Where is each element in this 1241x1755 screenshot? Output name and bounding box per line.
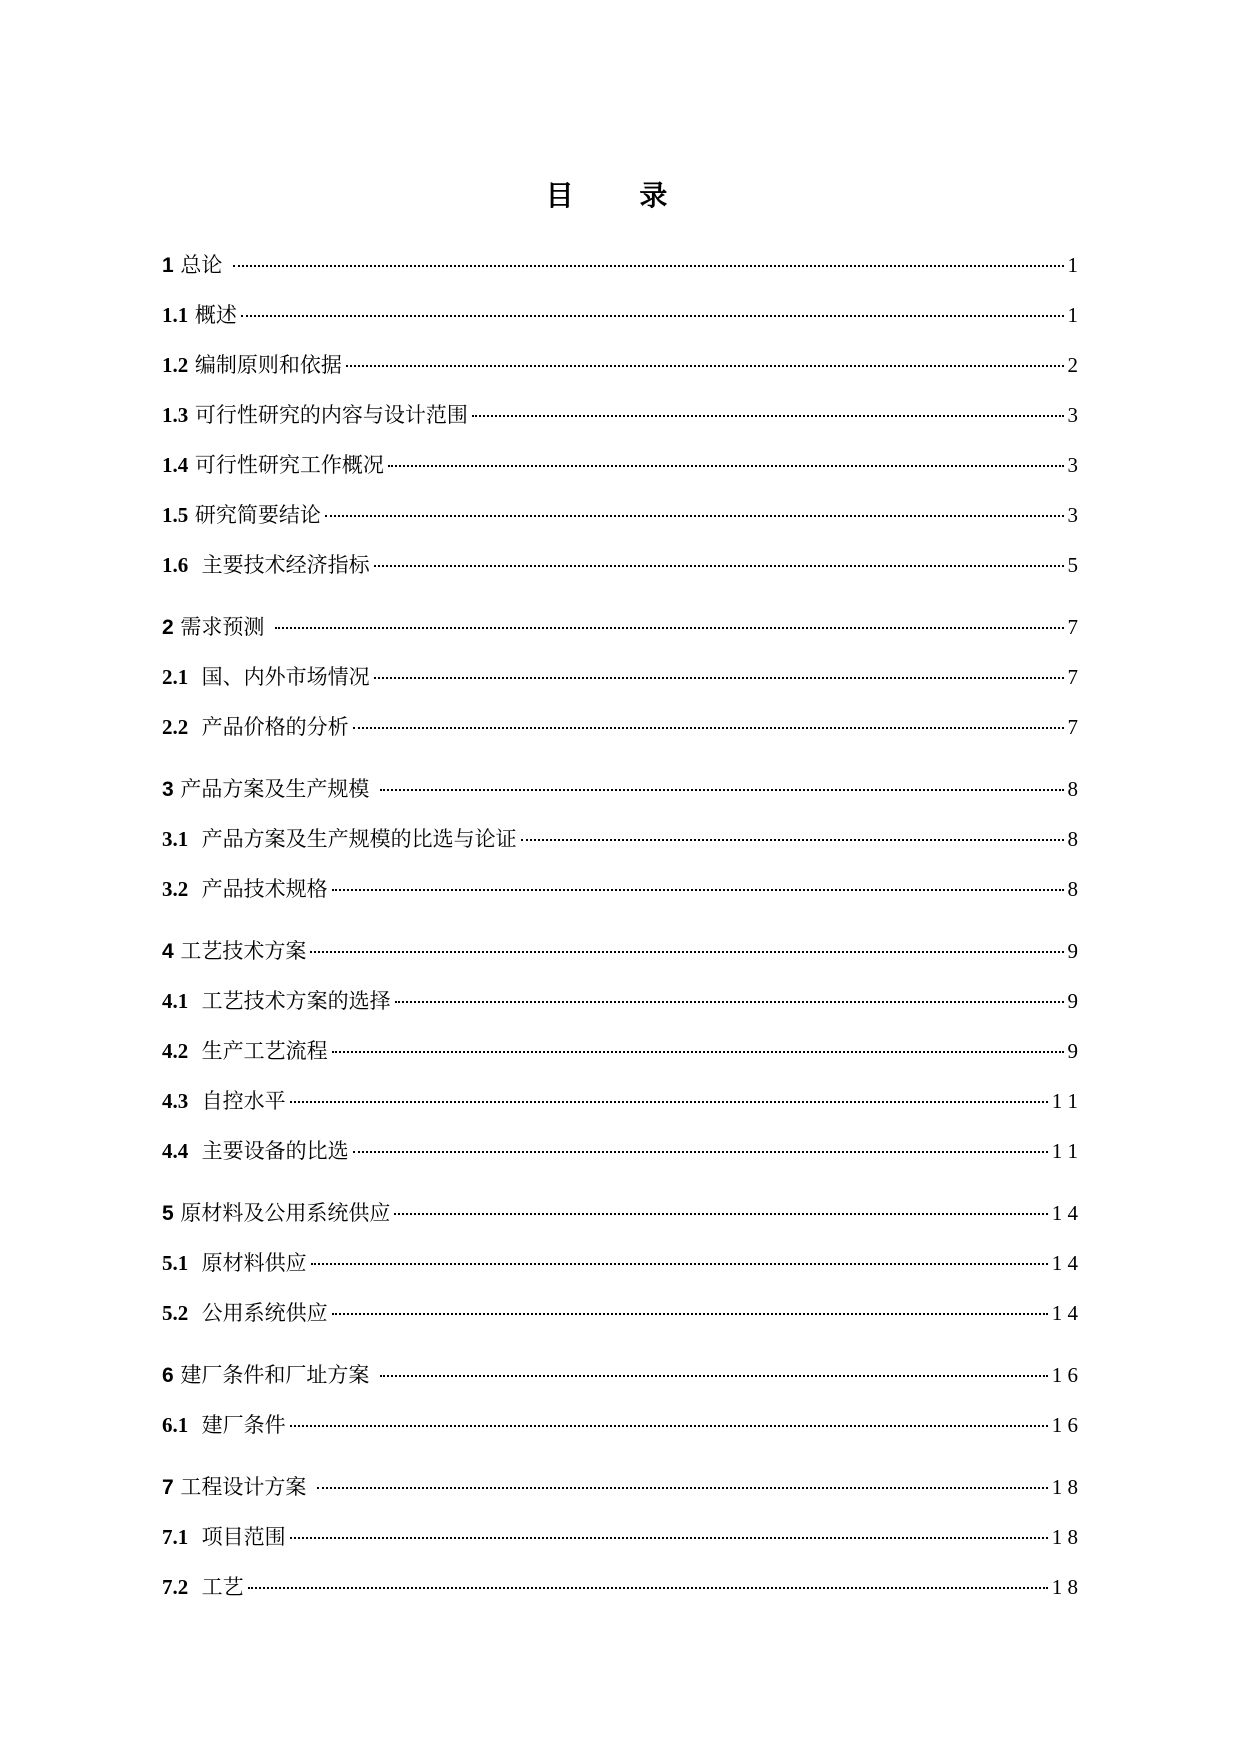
toc-entry-label <box>162 1360 376 1391</box>
toc-entry-title: 自控水平 <box>188 1089 286 1113</box>
toc-entry-title: 编制原则和依据 <box>188 353 342 377</box>
toc-dot-leader <box>290 1537 1048 1539</box>
toc-page-number: 1 4 <box>1051 1301 1078 1325</box>
toc-entry-label <box>162 300 237 330</box>
toc-dot-leader <box>325 515 1064 517</box>
toc-entry-title: 项目范围 <box>188 1525 286 1549</box>
toc-page-number: 1 8 <box>1051 1525 1078 1549</box>
toc-entry-label <box>162 824 517 854</box>
toc-dot-leader <box>353 1151 1048 1153</box>
toc-entry-label <box>162 1036 328 1066</box>
toc-entry-number: 1.2 <box>162 353 189 377</box>
toc-dot-leader <box>346 365 1064 367</box>
toc-dot-leader <box>374 565 1064 567</box>
toc-section-entry[interactable] <box>162 986 1078 1036</box>
toc-entry-title: 工艺技术方案的选择 <box>188 989 391 1013</box>
toc-chapter-entry[interactable] <box>162 250 1078 300</box>
toc-section-entry[interactable] <box>162 824 1078 874</box>
toc-dot-leader <box>472 415 1064 417</box>
toc-entry-number: 5.1 <box>162 1251 189 1275</box>
toc-page-number: 9 <box>1067 989 1078 1013</box>
toc-entry-label <box>162 1522 286 1552</box>
toc-entry-label <box>162 662 370 692</box>
toc-entry-number: 2.2 <box>162 715 189 739</box>
toc-page-number: 8 <box>1067 777 1078 801</box>
toc-entry-title: 需求预测 <box>173 615 272 639</box>
toc-entry-number: 3 <box>162 778 174 801</box>
toc-section-entry[interactable] <box>162 1572 1078 1622</box>
toc-section-entry[interactable] <box>162 1410 1078 1460</box>
toc-dot-leader <box>311 1263 1048 1265</box>
toc-page-number: 1 1 <box>1051 1089 1078 1113</box>
toc-dot-leader <box>317 1487 1048 1489</box>
toc-entry-title: 主要技术经济指标 <box>188 553 370 577</box>
toc-entry-title: 概述 <box>188 303 237 327</box>
toc-dot-leader <box>380 1375 1048 1377</box>
toc-entry-number: 2.1 <box>162 665 189 689</box>
toc-dot-leader <box>290 1425 1048 1427</box>
toc-dot-leader <box>332 1051 1064 1053</box>
toc-entry-number: 4.4 <box>162 1139 189 1163</box>
toc-entry-number: 7.2 <box>162 1575 189 1599</box>
toc-entry-label <box>162 450 384 480</box>
toc-page-number: 9 <box>1067 939 1078 963</box>
toc-dot-leader <box>310 951 1063 953</box>
toc-page-number: 1 4 <box>1051 1251 1078 1275</box>
toc-page-number: 7 <box>1067 715 1078 739</box>
toc-entry-number: 1.4 <box>162 453 189 477</box>
toc-dot-leader <box>248 1587 1048 1589</box>
toc-entry-title: 可行性研究工作概况 <box>188 453 384 477</box>
toc-section-entry[interactable] <box>162 350 1078 400</box>
table-of-contents <box>162 250 1078 1622</box>
page-title: 目 录 <box>545 179 696 212</box>
toc-entry-label <box>162 1572 244 1602</box>
toc-entry-title: 研究简要结论 <box>188 503 321 527</box>
toc-page-number: 1 6 <box>1051 1363 1078 1387</box>
toc-section-entry[interactable] <box>162 300 1078 350</box>
toc-entry-label <box>162 712 349 742</box>
toc-page-number: 1 1 <box>1051 1139 1078 1163</box>
toc-page-number: 8 <box>1067 827 1078 851</box>
toc-entry-label <box>162 250 229 281</box>
toc-entry-title: 建厂条件 <box>188 1413 286 1437</box>
toc-entry-number: 4.3 <box>162 1089 189 1113</box>
toc-dot-leader <box>290 1101 1048 1103</box>
toc-dot-leader <box>380 789 1063 791</box>
toc-page-number: 3 <box>1067 453 1078 477</box>
toc-entry-label <box>162 1136 349 1166</box>
toc-entry-number: 1 <box>162 254 174 277</box>
toc-section-entry[interactable] <box>162 550 1078 600</box>
toc-entry-title: 产品方案及生产规模的比选与论证 <box>188 827 517 851</box>
toc-section-entry[interactable] <box>162 874 1078 924</box>
toc-entry-label <box>162 550 370 580</box>
toc-entry-label <box>162 1248 307 1278</box>
toc-entry-number: 1.6 <box>162 553 189 577</box>
toc-section-entry[interactable] <box>162 712 1078 762</box>
toc-page-number: 1 6 <box>1051 1413 1078 1437</box>
toc-dot-leader <box>395 1001 1064 1003</box>
toc-dot-leader <box>374 677 1064 679</box>
toc-section-entry[interactable] <box>162 1522 1078 1572</box>
toc-dot-leader <box>388 465 1064 467</box>
toc-entry-label <box>162 612 271 643</box>
toc-entry-title: 产品价格的分析 <box>188 715 349 739</box>
toc-entry-title: 建厂条件和厂址方案 <box>173 1363 377 1387</box>
toc-entry-number: 7 <box>162 1476 174 1499</box>
toc-chapter-entry[interactable] <box>162 774 1078 824</box>
toc-entry-label <box>162 774 376 805</box>
toc-entry-label <box>162 1410 286 1440</box>
toc-dot-leader <box>394 1213 1047 1215</box>
toc-section-entry[interactable] <box>162 400 1078 450</box>
toc-entry-number: 6 <box>162 1364 174 1387</box>
toc-entry-number: 5.2 <box>162 1301 189 1325</box>
toc-section-entry[interactable] <box>162 1298 1078 1348</box>
toc-entry-title: 生产工艺流程 <box>188 1039 328 1063</box>
toc-entry-number: 4 <box>162 940 174 963</box>
toc-entry-number: 4.2 <box>162 1039 189 1063</box>
toc-entry-label <box>162 986 391 1016</box>
toc-entry-title: 工艺技术方案 <box>173 939 307 963</box>
toc-entry-label <box>162 500 321 530</box>
toc-dot-leader <box>275 627 1063 629</box>
toc-page-number: 2 <box>1067 353 1078 377</box>
toc-entry-number: 7.1 <box>162 1525 189 1549</box>
toc-entry-label <box>162 936 306 967</box>
toc-page-number: 7 <box>1067 615 1078 639</box>
toc-entry-title: 产品方案及生产规模 <box>173 777 377 801</box>
toc-entry-number: 1.5 <box>162 503 189 527</box>
toc-entry-label <box>162 1298 328 1328</box>
toc-page-number: 1 4 <box>1051 1201 1078 1225</box>
toc-section-entry[interactable] <box>162 1248 1078 1298</box>
toc-page-number: 1 <box>1067 253 1078 277</box>
toc-page-number: 8 <box>1067 877 1078 901</box>
toc-entry-title: 产品技术规格 <box>188 877 328 901</box>
toc-page-number: 9 <box>1067 1039 1078 1063</box>
toc-entry-title: 原材料及公用系统供应 <box>173 1201 391 1225</box>
toc-entry-label <box>162 1198 390 1229</box>
toc-entry-number: 3.1 <box>162 827 189 851</box>
toc-dot-leader <box>332 889 1064 891</box>
toc-section-entry[interactable] <box>162 500 1078 550</box>
toc-entry-number: 1.1 <box>162 303 189 327</box>
toc-entry-number: 6.1 <box>162 1413 189 1437</box>
toc-page-number: 7 <box>1067 665 1078 689</box>
toc-entry-title: 工程设计方案 <box>173 1475 314 1499</box>
toc-entry-number: 3.2 <box>162 877 189 901</box>
toc-entry-number: 1.3 <box>162 403 189 427</box>
toc-chapter-entry[interactable] <box>162 1198 1078 1248</box>
toc-entry-label <box>162 874 328 904</box>
toc-entry-label <box>162 400 468 430</box>
toc-dot-leader <box>241 315 1064 317</box>
toc-page-number: 3 <box>1067 403 1078 427</box>
toc-page-number: 5 <box>1067 553 1078 577</box>
toc-page-number: 3 <box>1067 503 1078 527</box>
toc-page-number: 1 8 <box>1051 1575 1078 1599</box>
toc-chapter-entry[interactable] <box>162 1472 1078 1522</box>
toc-page-number: 1 8 <box>1051 1475 1078 1499</box>
toc-dot-leader <box>233 265 1063 267</box>
toc-entry-title: 总论 <box>173 253 230 277</box>
toc-chapter-entry[interactable] <box>162 1360 1078 1410</box>
toc-dot-leader <box>332 1313 1048 1315</box>
toc-dot-leader <box>353 727 1064 729</box>
toc-section-entry[interactable] <box>162 1136 1078 1186</box>
toc-entry-title: 主要设备的比选 <box>188 1139 349 1163</box>
toc-section-entry[interactable] <box>162 450 1078 500</box>
toc-entry-title: 国、内外市场情况 <box>188 665 370 689</box>
toc-entry-title: 公用系统供应 <box>188 1301 328 1325</box>
toc-section-entry[interactable] <box>162 1086 1078 1136</box>
toc-chapter-entry[interactable] <box>162 612 1078 662</box>
toc-entry-title: 可行性研究的内容与设计范围 <box>188 403 468 427</box>
toc-entry-title: 工艺 <box>188 1575 244 1599</box>
toc-section-entry[interactable] <box>162 1036 1078 1086</box>
toc-entry-number: 2 <box>162 616 174 639</box>
toc-page-number: 1 <box>1067 303 1078 327</box>
toc-entry-number: 4.1 <box>162 989 189 1013</box>
toc-section-entry[interactable] <box>162 662 1078 712</box>
toc-entry-label <box>162 350 342 380</box>
toc-dot-leader <box>521 839 1064 841</box>
toc-entry-label <box>162 1086 286 1116</box>
toc-entry-number: 5 <box>162 1202 174 1225</box>
toc-chapter-entry[interactable] <box>162 936 1078 986</box>
toc-entry-title: 原材料供应 <box>188 1251 307 1275</box>
toc-entry-label <box>162 1472 313 1503</box>
